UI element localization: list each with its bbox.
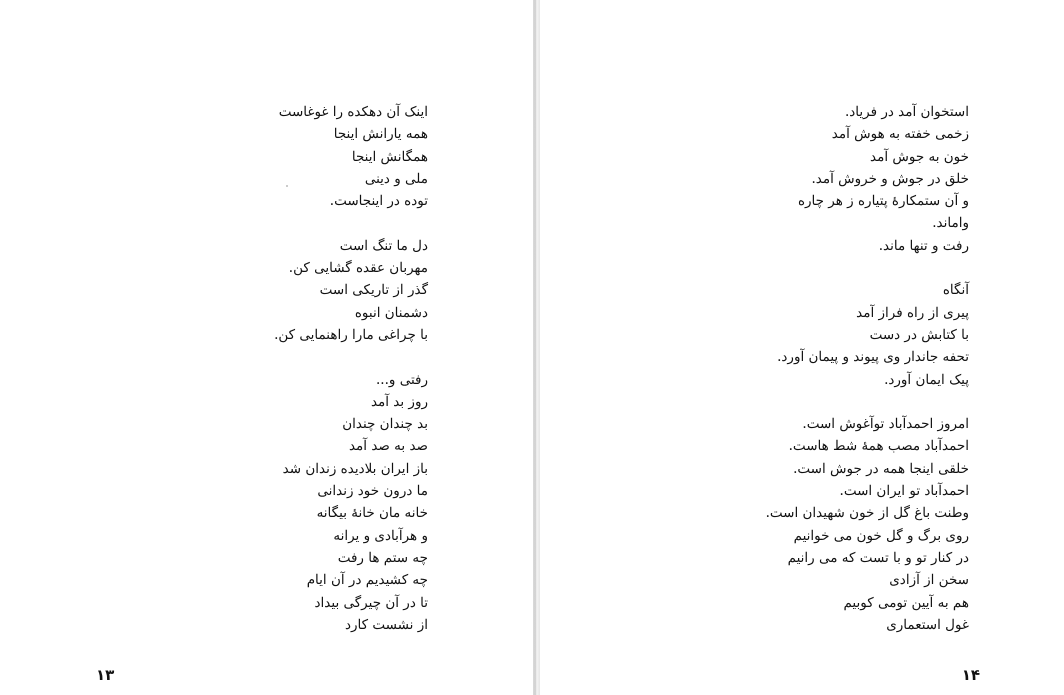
poem-line: صد به صد آمد: [348, 438, 428, 455]
poem-line: ملی و دینی: [364, 170, 428, 187]
poem-line: زخمی خفته به هوش آمد: [831, 126, 969, 143]
poem-line: مهربان عقده گشایی کن.: [288, 260, 428, 277]
stanza-break: [274, 346, 428, 368]
poem-line: بد چندان چندان: [342, 416, 428, 433]
poem-line: روز بد آمد: [370, 393, 428, 410]
poem-line: دل ما تنگ است: [339, 237, 428, 254]
poem-line: با کتابش در دست: [869, 326, 969, 343]
poem-line: ما درون خود زندانی: [317, 483, 428, 500]
poem-line: غول استعماری: [886, 616, 969, 633]
poem-line: و آن ستمکارهٔ پتیاره ز هر چاره: [797, 193, 969, 210]
poem-line: پیری از راه فراز آمد: [856, 304, 969, 321]
poem-line: آنگاه: [942, 282, 969, 299]
poem-line: تحفه جاندار وی پیوند و پیمان آورد.: [777, 349, 969, 366]
poem-line: و هرآبادی و یرانه: [333, 527, 428, 544]
poem-line: توده در اینجاست.: [329, 193, 428, 210]
poem-line: احمدآباد مصب همهٔ شط هاست.: [788, 438, 969, 455]
poem-line: دشمنان انبوه: [354, 304, 428, 321]
stanza-break: [766, 257, 969, 279]
poem-line: رفتی و...: [376, 371, 428, 388]
poem-line: خلقی اینجا همه در جوش است.: [793, 460, 969, 477]
left-poem: [274, 101, 428, 636]
poem-line: احمدآباد تو ایران است.: [839, 483, 969, 500]
poem-line: خانه مان خانهٔ بیگانه: [316, 505, 428, 522]
stanza-break: [274, 212, 428, 234]
poem-line: خلق در جوش و خروش آمد.: [811, 170, 969, 187]
poem-line: رفت و تنها ماند.: [878, 237, 969, 254]
stanza-break: [766, 391, 969, 413]
poem-line: همه یارانش اینجا: [333, 126, 428, 143]
right-page: [540, 0, 1064, 695]
book-gutter: [533, 0, 540, 695]
poem-line: وطنت باغ گل از خون شهیدان است.: [765, 505, 969, 522]
poem-line: خون به جوش آمد: [870, 148, 969, 165]
poem-line: در کنار تو و با تست که می رانیم: [787, 549, 969, 566]
poem-line: گذر از تاریکی است: [319, 282, 428, 299]
poem-line: تا در آن چیرگی بیداد: [314, 594, 428, 611]
page-number: ۱۳: [96, 666, 115, 684]
poem-line: از نشست کارد: [344, 616, 428, 633]
poem-line: با چراغی مارا راهنمایی کن.: [274, 326, 428, 343]
poem-line: باز ایران بلادیده زندان شد: [282, 460, 428, 477]
poem-line: پیک ایمان آورد.: [884, 371, 969, 388]
page-speck: [286, 185, 288, 187]
poem-line: امروز احمدآباد توآغوش است.: [802, 416, 969, 433]
poem-line: چه کشیدیم در آن ایام: [306, 572, 428, 589]
poem-line: روی برگ و گل خون می خوانیم: [793, 527, 969, 544]
poem-line: همگانش اینجا: [351, 148, 428, 165]
right-poem: [766, 101, 969, 636]
poem-line: سخن از آزادی: [889, 572, 969, 589]
poem-line: استخوان آمد در فریاد.: [844, 104, 969, 120]
poem-line: چه ستم ها رفت: [337, 549, 428, 566]
poem-line: اینک آن دهکده را غوغاست: [278, 104, 428, 120]
poem-line: هم به آیین تومی کوبیم: [843, 594, 969, 611]
page-number: ۱۴: [961, 666, 980, 684]
poem-line: واماند.: [932, 215, 969, 232]
